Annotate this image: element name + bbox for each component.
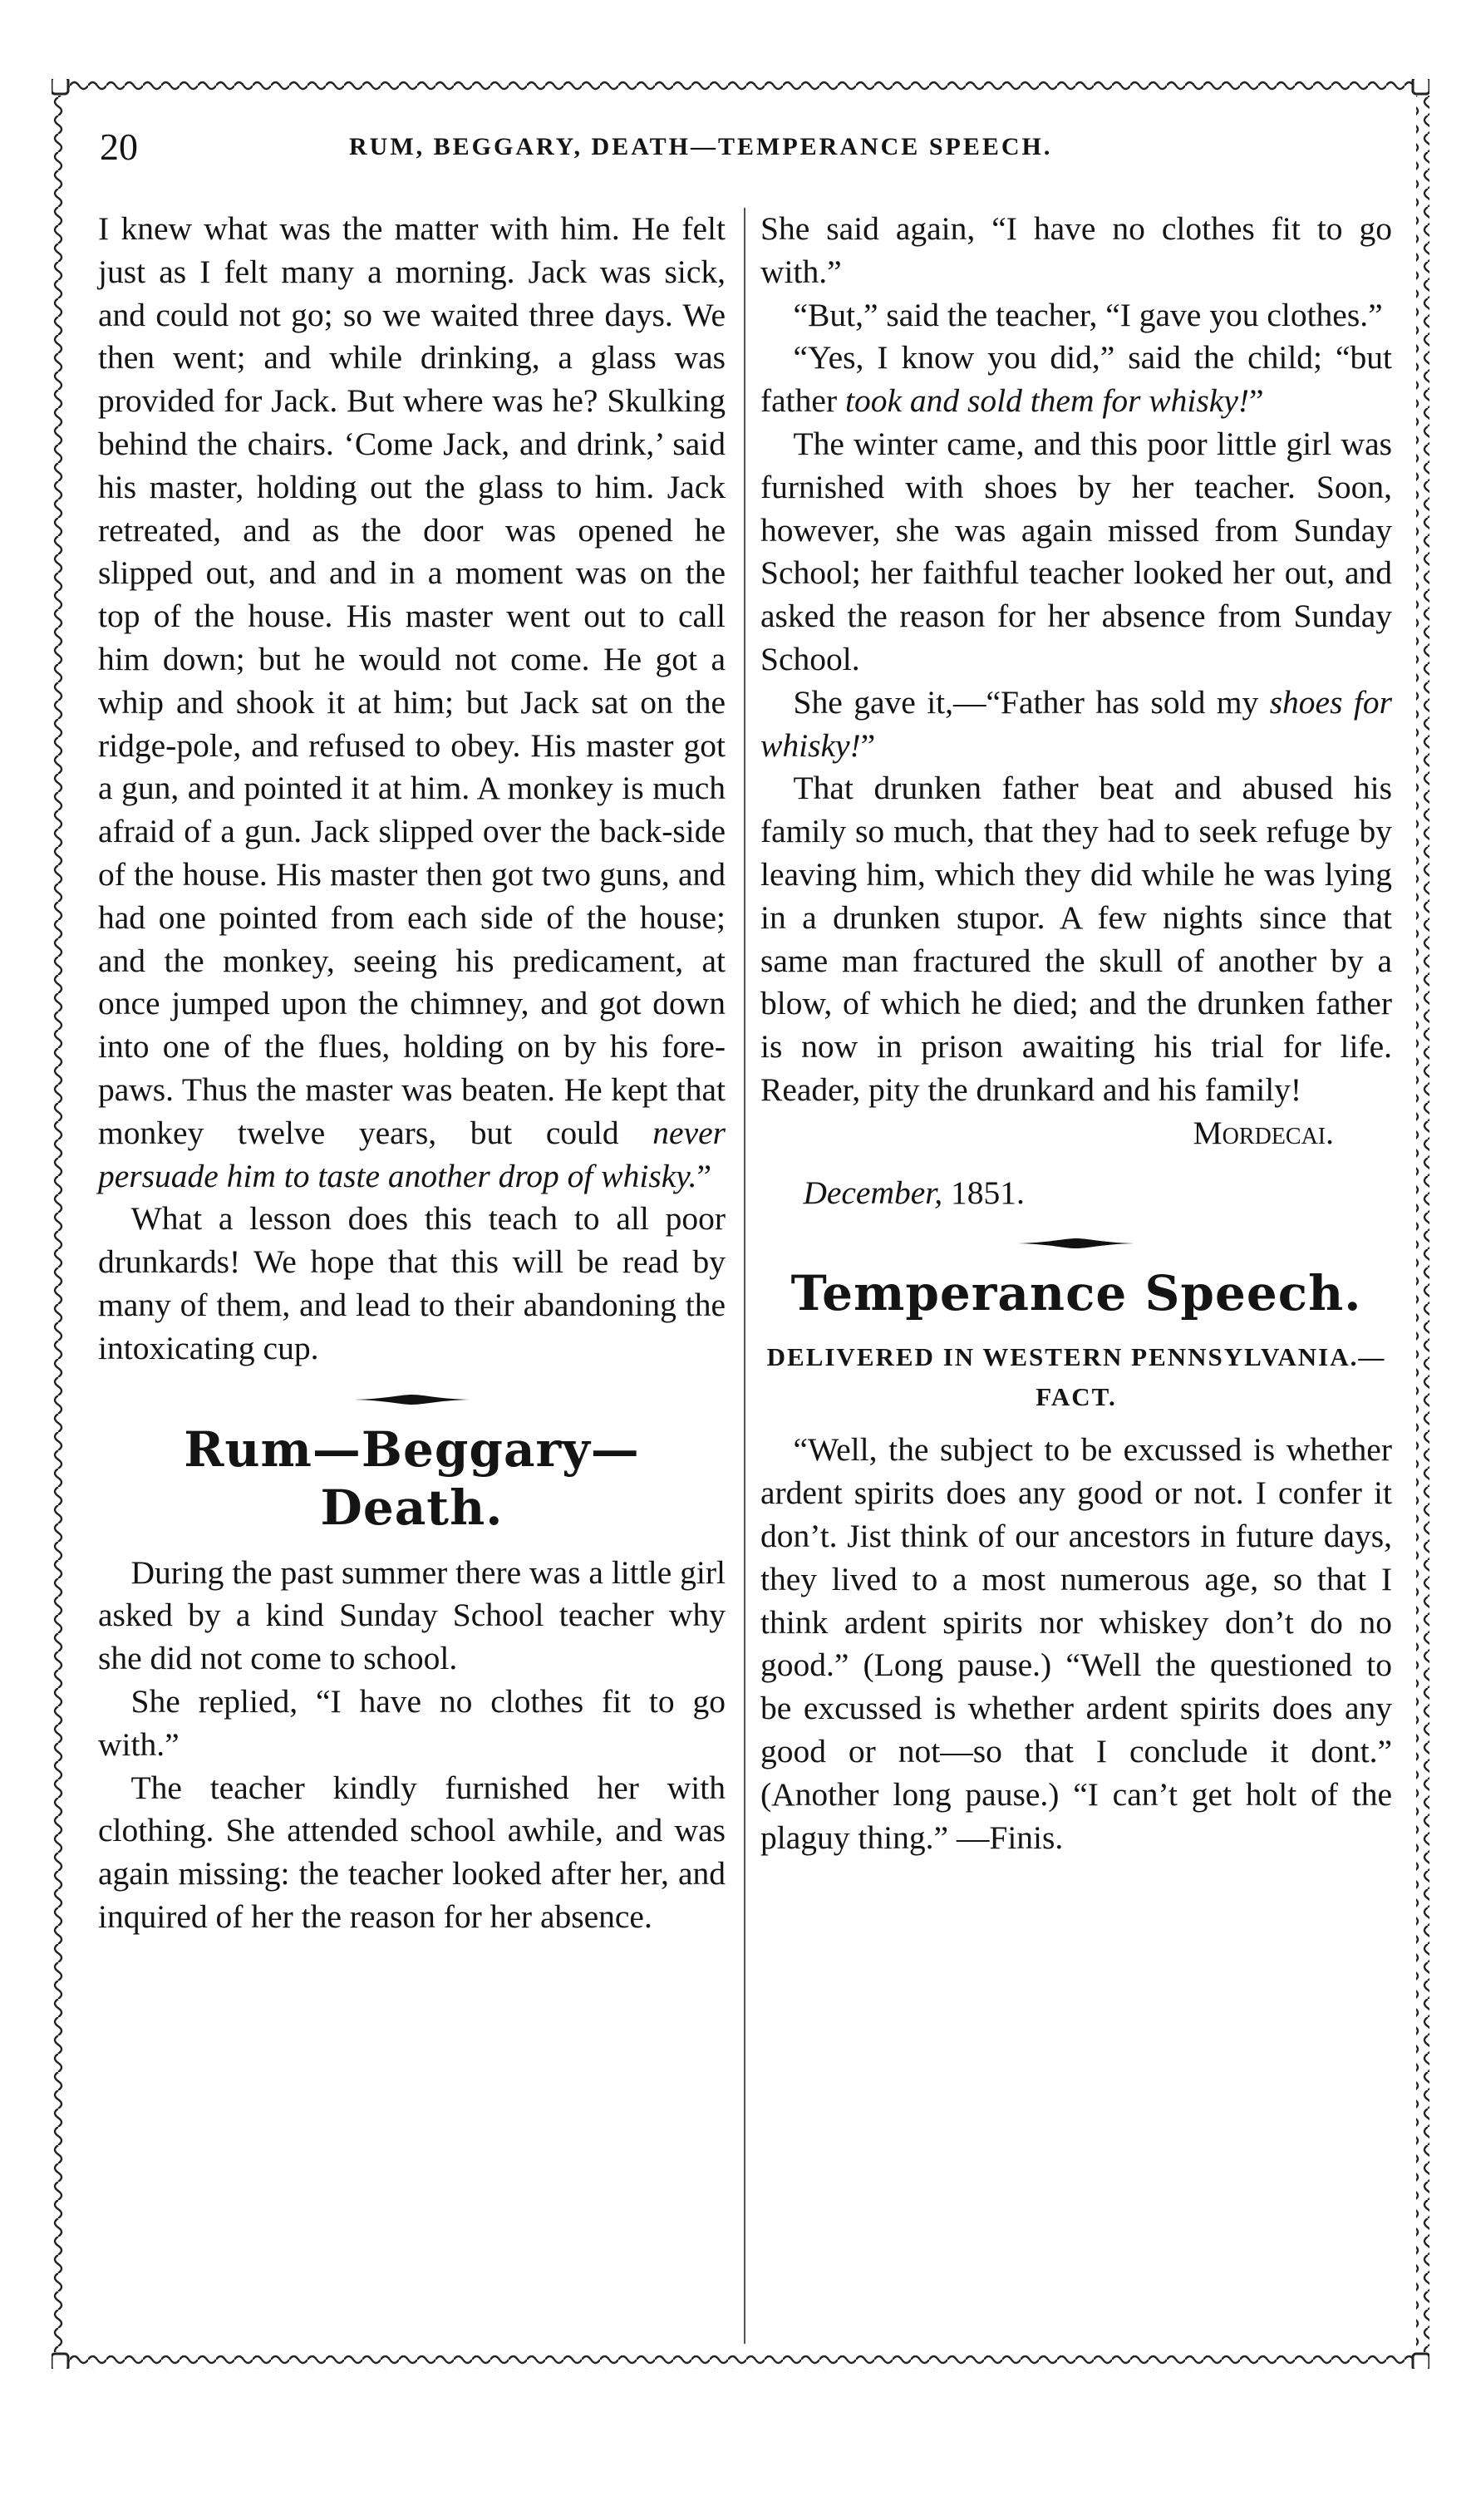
paragraph: She said again, “I have no clothes fit to go with.”	[760, 210, 1392, 290]
column-divider	[744, 208, 745, 2344]
running-head: RUM, BEGGARY, DEATH—TEMPERANCE SPEECH.	[349, 133, 1053, 160]
paragraph: “Yes, I know you did,” said the child; “but father took and sold them for whisky!”	[760, 339, 1392, 420]
paragraph: She replied, “I have no clothes fit to go with.”	[98, 1682, 726, 1763]
paragraph: I knew what was the matter with him. He felt just as I felt many a morning. Jack was sick, and could not go; so we waited three days. We then went; and while drinking, a glass was provided for Jack. But where was he? Skulking behind the chairs. ‘Come Jack, and drink,’ said his master, holding out the glass to him. Jack retreated, and as the door was opened he slipped out, and and in a moment was on the top of the house. His master went out to call him down; but he would not come. He got a whip and shook it at him; but Jack sat on the ridge-pole, and refused to obey. His master got a gun, and pointed it at him. A monkey is much afraid of a gun. Jack slipped over the back-side of the house. His master then got two guns, and had one pointed from each side of the house; and the monkey, seeing his predicament, at once jumped upon the chimney, and got down into one of the flues, holding on by his fore-paws. Thus the master was beaten. He kept that monkey twelve years, but could never persuade him to taste another drop of whisky.”	[98, 210, 726, 1194]
page-number: 20	[100, 126, 138, 168]
paragraph: That drunken father beat and abused his family so much, that they had to seek refuge by leaving him, which they did while he was lying in a drunken stupor. A few nights since that same man fractured the skull of another by a blow, of which he died; and the drunken father is now in prison awaiting his trial for life. Reader, pity the drunkard and his family!	[760, 770, 1392, 1108]
section-divider-ornament	[354, 1394, 470, 1405]
dateline: December, 1851.	[803, 1174, 1025, 1211]
paragraph: The winter came, and this poor little girl was furnished with shoes by her teacher. Soon, however, she was again missed from Sunday School; her faithful teacher looked her out, and asked the reason for her absence from Sunday School.	[760, 425, 1392, 677]
right-column	[760, 208, 1392, 1859]
paragraph: What a lesson does this teach to all poor drunkards! We hope that this will be read by many of them, and lead to their abandoning the intoxicating cup.	[98, 1200, 726, 1366]
section-divider-ornament	[1018, 1238, 1134, 1249]
paragraph: “Well, the subject to be excussed is whether ardent spirits does any good or not. I confer it don’t. Jist think of our ancestors in future days, they lived to a most numerous age, so that I think ardent spirits nor whiskey don’t do no good.” (Long pause.) “Well the questioned to be excussed is whether ardent spirits does any good or not—so that I conclude it dont.” (Another long pause.) “I can’t get holt of the plaguy thing.” —Finis.	[760, 1431, 1392, 1856]
page-header	[100, 125, 1396, 175]
paragraph: During the past summer there was a little girl asked by a kind Sunday School teacher why she did not come to school.	[98, 1553, 726, 1677]
paragraph: The teacher kindly furnished her with clothing. She attended school awhile, and was again missing: the teacher looked after her, and inquired of her the reason for her absence.	[98, 1769, 726, 1935]
article-title: Temperance Speech.	[790, 1265, 1362, 1322]
left-column	[98, 208, 726, 1939]
paragraph: She gave it,—“Father has sold my shoes for whisky!”	[760, 683, 1392, 764]
article-title: Rum—Beggary—Death.	[184, 1420, 640, 1536]
paragraph: “But,” said the teacher, “I gave you clothes.”	[793, 296, 1383, 333]
signature: Mordecai.	[1193, 1114, 1334, 1151]
article-subheading: DELIVERED IN WESTERN PENNSYLVANIA.—FACT.	[766, 1342, 1386, 1412]
